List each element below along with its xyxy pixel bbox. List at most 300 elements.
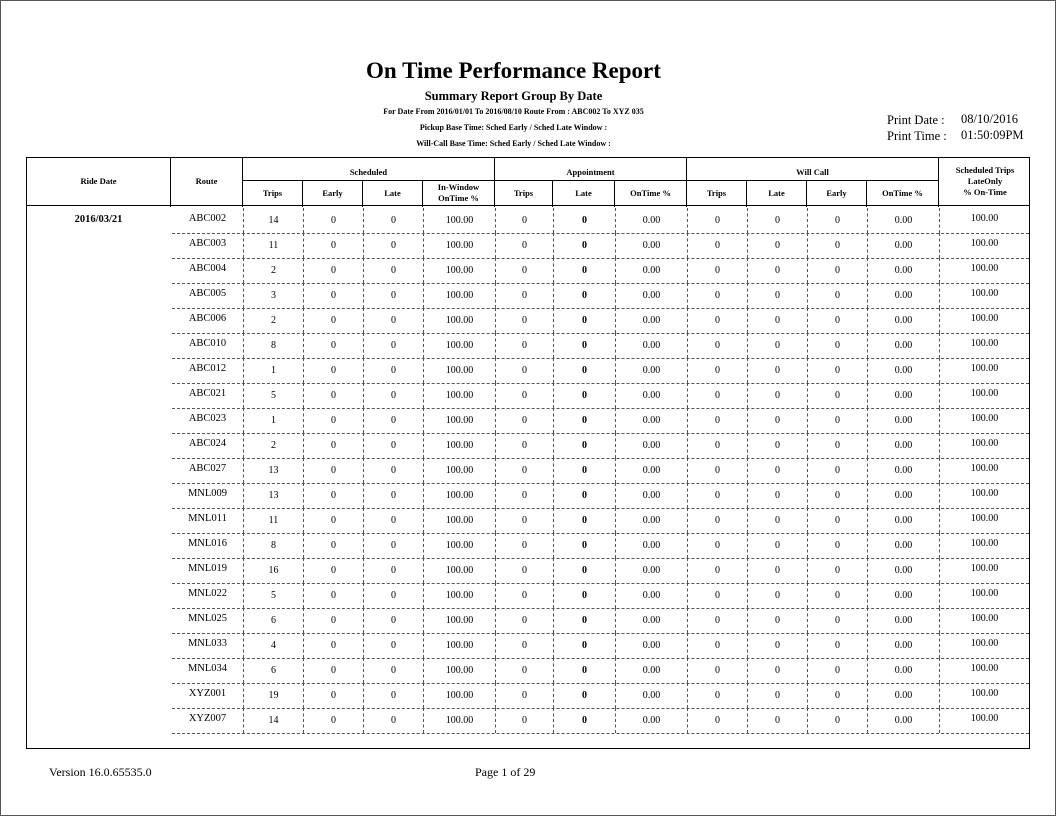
cell-sched-lateonly-pct: 100.00 <box>939 458 1029 483</box>
cell-sched-early: 0 <box>303 208 363 233</box>
cell-route: MNL009 <box>187 488 228 499</box>
cell-sched-trips: 13 <box>243 483 303 508</box>
cell-sched-late: 0 <box>363 258 423 283</box>
cell-sched-late: 0 <box>363 608 423 633</box>
column-header <box>26 157 1030 206</box>
cell-appt-trips: 0 <box>495 508 553 533</box>
cell-wc-early: 0 <box>807 583 867 608</box>
cell-wc-trips: 0 <box>687 633 747 658</box>
cell-sched-late: 0 <box>363 583 423 608</box>
cell-sched-trips: 6 <box>243 658 303 683</box>
col-sched-trips-1: Scheduled Trips <box>955 165 1015 175</box>
cell-wc-early: 0 <box>807 283 867 308</box>
cell-sched-inwindow: 100.00 <box>423 408 495 433</box>
cell-sched-inwindow: 100.00 <box>423 208 495 233</box>
cell-wc-ontime: 0.00 <box>867 583 939 608</box>
cell-wc-early: 0 <box>807 408 867 433</box>
cell-sched-late: 0 <box>363 358 423 383</box>
col-wc-early: Early <box>826 188 847 198</box>
cell-route: MNL011 <box>188 513 227 524</box>
cell-appt-trips: 0 <box>495 608 553 633</box>
cell-wc-late: 0 <box>747 308 807 333</box>
cell-appt-late: 0 <box>553 508 615 533</box>
cell-wc-ontime: 0.00 <box>867 433 939 458</box>
cell-sched-trips: 2 <box>243 308 303 333</box>
print-date-label: Print Date : <box>887 113 945 127</box>
cell-wc-late: 0 <box>747 383 807 408</box>
cell-sched-inwindow: 100.00 <box>423 233 495 258</box>
cell-sched-lateonly-pct: 100.00 <box>939 258 1029 283</box>
cell-sched-late: 0 <box>363 283 423 308</box>
cell-sched-late: 0 <box>363 658 423 683</box>
cell-wc-ontime: 0.00 <box>867 283 939 308</box>
cell-appt-late: 0 <box>553 333 615 358</box>
col-sched-trips-2: LateOnly <box>967 176 1003 186</box>
table-row <box>172 558 1029 584</box>
cell-sched-lateonly-pct: 100.00 <box>939 708 1029 733</box>
cell-appt-trips: 0 <box>495 233 553 258</box>
cell-wc-trips: 0 <box>687 683 747 708</box>
cell-sched-inwindow: 100.00 <box>423 358 495 383</box>
cell-sched-lateonly-pct: 100.00 <box>939 633 1029 658</box>
cell-appt-ontime: 0.00 <box>615 533 687 558</box>
cell-sched-early: 0 <box>303 608 363 633</box>
cell-appt-trips: 0 <box>495 708 553 733</box>
cell-sched-trips: 19 <box>243 683 303 708</box>
cell-wc-trips: 0 <box>687 608 747 633</box>
cell-appt-ontime: 0.00 <box>615 583 687 608</box>
cell-route: MNL033 <box>187 638 228 649</box>
cell-sched-early: 0 <box>303 658 363 683</box>
cell-wc-ontime: 0.00 <box>867 658 939 683</box>
cell-wc-early: 0 <box>807 708 867 733</box>
cell-sched-late: 0 <box>363 558 423 583</box>
cell-wc-trips: 0 <box>687 483 747 508</box>
cell-wc-trips: 0 <box>687 233 747 258</box>
cell-wc-early: 0 <box>807 508 867 533</box>
cell-appt-ontime: 0.00 <box>615 283 687 308</box>
cell-wc-trips: 0 <box>687 458 747 483</box>
cell-wc-late: 0 <box>747 233 807 258</box>
cell-wc-early: 0 <box>807 608 867 633</box>
cell-wc-late: 0 <box>747 483 807 508</box>
cell-wc-trips: 0 <box>687 308 747 333</box>
cell-wc-early: 0 <box>807 658 867 683</box>
print-time-label: Print Time : <box>887 129 947 143</box>
cell-wc-late: 0 <box>747 608 807 633</box>
cell-wc-trips: 0 <box>687 283 747 308</box>
cell-sched-lateonly-pct: 100.00 <box>939 383 1029 408</box>
cell-appt-late: 0 <box>553 208 615 233</box>
cell-sched-trips: 1 <box>243 358 303 383</box>
cell-wc-ontime: 0.00 <box>867 708 939 733</box>
cell-wc-trips: 0 <box>687 408 747 433</box>
col-wc-late: Late <box>768 188 785 198</box>
cell-appt-trips: 0 <box>495 558 553 583</box>
cell-sched-late: 0 <box>363 508 423 533</box>
cell-appt-trips: 0 <box>495 633 553 658</box>
cell-wc-ontime: 0.00 <box>867 383 939 408</box>
cell-wc-trips: 0 <box>687 658 747 683</box>
cell-sched-early: 0 <box>303 283 363 308</box>
cell-route: ABC010 <box>188 338 227 349</box>
cell-sched-inwindow: 100.00 <box>423 458 495 483</box>
cell-appt-ontime: 0.00 <box>615 408 687 433</box>
table-row <box>172 333 1029 359</box>
cell-sched-inwindow: 100.00 <box>423 558 495 583</box>
table-row <box>172 458 1029 484</box>
table-row <box>172 308 1029 334</box>
cell-wc-early: 0 <box>807 683 867 708</box>
cell-wc-ontime: 0.00 <box>867 633 939 658</box>
cell-appt-trips: 0 <box>495 533 553 558</box>
cell-sched-late: 0 <box>363 383 423 408</box>
cell-sched-early: 0 <box>303 708 363 733</box>
col-will-call: Will Call <box>796 167 829 177</box>
cell-sched-trips: 14 <box>243 208 303 233</box>
cell-appt-trips: 0 <box>495 583 553 608</box>
cell-appt-ontime: 0.00 <box>615 708 687 733</box>
cell-sched-trips: 11 <box>243 508 303 533</box>
cell-sched-late: 0 <box>363 233 423 258</box>
cell-route: MNL019 <box>187 563 228 574</box>
cell-wc-late: 0 <box>747 558 807 583</box>
table-row <box>172 483 1029 509</box>
cell-sched-lateonly-pct: 100.00 <box>939 333 1029 358</box>
cell-sched-lateonly-pct: 100.00 <box>939 208 1029 233</box>
page-number: Page 1 of 29 <box>475 765 536 779</box>
cell-sched-trips: 4 <box>243 633 303 658</box>
cell-sched-late: 0 <box>363 308 423 333</box>
cell-appt-trips: 0 <box>495 683 553 708</box>
cell-sched-late: 0 <box>363 533 423 558</box>
cell-appt-ontime: 0.00 <box>615 633 687 658</box>
cell-sched-inwindow: 100.00 <box>423 308 495 333</box>
cell-wc-late: 0 <box>747 658 807 683</box>
cell-appt-late: 0 <box>553 558 615 583</box>
col-sched-late: Late <box>384 188 401 198</box>
cell-wc-early: 0 <box>807 333 867 358</box>
cell-sched-early: 0 <box>303 558 363 583</box>
cell-wc-late: 0 <box>747 458 807 483</box>
cell-sched-early: 0 <box>303 508 363 533</box>
cell-sched-early: 0 <box>303 583 363 608</box>
cell-wc-ontime: 0.00 <box>867 458 939 483</box>
report-subtitle: Summary Report Group By Date <box>424 89 603 103</box>
cell-route: ABC005 <box>188 288 227 299</box>
cell-sched-trips: 1 <box>243 408 303 433</box>
cell-sched-lateonly-pct: 100.00 <box>939 233 1029 258</box>
cell-appt-trips: 0 <box>495 383 553 408</box>
table-row <box>172 508 1029 534</box>
table-row <box>172 383 1029 409</box>
cell-sched-lateonly-pct: 100.00 <box>939 533 1029 558</box>
cell-appt-trips: 0 <box>495 458 553 483</box>
col-appointment: Appointment <box>566 167 615 177</box>
cell-sched-trips: 14 <box>243 708 303 733</box>
cell-appt-ontime: 0.00 <box>615 458 687 483</box>
cell-appt-ontime: 0.00 <box>615 483 687 508</box>
cell-wc-ontime: 0.00 <box>867 308 939 333</box>
cell-wc-trips: 0 <box>687 358 747 383</box>
cell-sched-trips: 8 <box>243 533 303 558</box>
cell-sched-lateonly-pct: 100.00 <box>939 508 1029 533</box>
cell-wc-trips: 0 <box>687 258 747 283</box>
cell-appt-ontime: 0.00 <box>615 358 687 383</box>
cell-route: ABC012 <box>188 363 227 374</box>
table-row <box>172 633 1029 659</box>
cell-wc-trips: 0 <box>687 433 747 458</box>
pickup-base-time: Pickup Base Time: Sched Early / Sched Late Window : <box>419 123 608 132</box>
cell-sched-inwindow: 100.00 <box>423 383 495 408</box>
cell-sched-inwindow: 100.00 <box>423 333 495 358</box>
cell-sched-inwindow: 100.00 <box>423 283 495 308</box>
cell-wc-trips: 0 <box>687 558 747 583</box>
willcall-base-time: Will-Call Base Time: Sched Early / Sched Late Window : <box>416 139 611 148</box>
cell-wc-late: 0 <box>747 683 807 708</box>
table-row <box>172 408 1029 434</box>
table-row <box>172 583 1029 609</box>
cell-route: ABC023 <box>188 413 227 424</box>
cell-wc-late: 0 <box>747 208 807 233</box>
cell-wc-trips: 0 <box>687 583 747 608</box>
cell-route: ABC003 <box>188 238 227 249</box>
table-row <box>172 683 1029 709</box>
cell-wc-ontime: 0.00 <box>867 208 939 233</box>
cell-wc-trips: 0 <box>687 208 747 233</box>
cell-wc-trips: 0 <box>687 708 747 733</box>
cell-wc-late: 0 <box>747 708 807 733</box>
cell-sched-early: 0 <box>303 358 363 383</box>
cell-wc-trips: 0 <box>687 533 747 558</box>
cell-appt-late: 0 <box>553 258 615 283</box>
cell-sched-lateonly-pct: 100.00 <box>939 558 1029 583</box>
cell-route: ABC021 <box>188 388 227 399</box>
cell-appt-late: 0 <box>553 433 615 458</box>
cell-wc-ontime: 0.00 <box>867 508 939 533</box>
table-row <box>172 358 1029 384</box>
cell-appt-ontime: 0.00 <box>615 208 687 233</box>
cell-appt-ontime: 0.00 <box>615 383 687 408</box>
cell-sched-inwindow: 100.00 <box>423 483 495 508</box>
cell-sched-inwindow: 100.00 <box>423 583 495 608</box>
cell-wc-late: 0 <box>747 633 807 658</box>
cell-appt-late: 0 <box>553 533 615 558</box>
cell-wc-early: 0 <box>807 208 867 233</box>
cell-route: MNL034 <box>187 663 228 674</box>
cell-appt-trips: 0 <box>495 258 553 283</box>
cell-wc-early: 0 <box>807 308 867 333</box>
cell-wc-late: 0 <box>747 533 807 558</box>
table-row <box>172 658 1029 684</box>
cell-sched-lateonly-pct: 100.00 <box>939 683 1029 708</box>
cell-wc-late: 0 <box>747 358 807 383</box>
cell-sched-early: 0 <box>303 433 363 458</box>
cell-sched-inwindow: 100.00 <box>423 533 495 558</box>
cell-appt-late: 0 <box>553 358 615 383</box>
cell-sched-early: 0 <box>303 233 363 258</box>
cell-sched-lateonly-pct: 100.00 <box>939 483 1029 508</box>
cell-sched-lateonly-pct: 100.00 <box>939 433 1029 458</box>
cell-wc-trips: 0 <box>687 383 747 408</box>
cell-sched-early: 0 <box>303 483 363 508</box>
cell-sched-lateonly-pct: 100.00 <box>939 408 1029 433</box>
cell-wc-late: 0 <box>747 408 807 433</box>
cell-sched-late: 0 <box>363 483 423 508</box>
cell-route: ABC006 <box>188 313 227 324</box>
col-appt-trips: Trips <box>513 188 534 198</box>
cell-appt-late: 0 <box>553 583 615 608</box>
col-appt-late: Late <box>575 188 592 198</box>
cell-sched-trips: 13 <box>243 458 303 483</box>
cell-sched-trips: 16 <box>243 558 303 583</box>
cell-wc-late: 0 <box>747 258 807 283</box>
col-in-window-2: OnTime % <box>438 193 479 203</box>
cell-appt-ontime: 0.00 <box>615 508 687 533</box>
cell-route: ABC027 <box>188 463 227 474</box>
cell-appt-late: 0 <box>553 608 615 633</box>
cell-wc-ontime: 0.00 <box>867 683 939 708</box>
cell-appt-late: 0 <box>553 483 615 508</box>
cell-wc-late: 0 <box>747 433 807 458</box>
cell-sched-lateonly-pct: 100.00 <box>939 658 1029 683</box>
cell-sched-lateonly-pct: 100.00 <box>939 608 1029 633</box>
cell-sched-late: 0 <box>363 633 423 658</box>
table-row <box>172 208 1029 234</box>
col-scheduled: Scheduled <box>349 167 388 177</box>
cell-sched-lateonly-pct: 100.00 <box>939 308 1029 333</box>
cell-appt-late: 0 <box>553 233 615 258</box>
cell-wc-ontime: 0.00 <box>867 483 939 508</box>
table-row <box>172 433 1029 459</box>
cell-wc-early: 0 <box>807 483 867 508</box>
cell-sched-inwindow: 100.00 <box>423 708 495 733</box>
cell-sched-inwindow: 100.00 <box>423 433 495 458</box>
cell-appt-trips: 0 <box>495 483 553 508</box>
cell-sched-late: 0 <box>363 433 423 458</box>
cell-sched-inwindow: 100.00 <box>423 633 495 658</box>
table-row <box>172 258 1029 284</box>
cell-sched-inwindow: 100.00 <box>423 658 495 683</box>
cell-wc-early: 0 <box>807 558 867 583</box>
cell-route: ABC004 <box>188 263 227 274</box>
cell-wc-ontime: 0.00 <box>867 233 939 258</box>
cell-appt-ontime: 0.00 <box>615 258 687 283</box>
table-row <box>172 233 1029 259</box>
col-in-window-1: In-Window <box>437 182 480 192</box>
cell-wc-early: 0 <box>807 383 867 408</box>
cell-wc-ontime: 0.00 <box>867 533 939 558</box>
cell-appt-late: 0 <box>553 633 615 658</box>
cell-sched-early: 0 <box>303 683 363 708</box>
col-appt-ontime: OnTime % <box>630 188 671 198</box>
cell-appt-ontime: 0.00 <box>615 333 687 358</box>
cell-sched-trips: 8 <box>243 333 303 358</box>
cell-wc-early: 0 <box>807 358 867 383</box>
cell-sched-early: 0 <box>303 333 363 358</box>
cell-wc-early: 0 <box>807 533 867 558</box>
cell-appt-ontime: 0.00 <box>615 683 687 708</box>
cell-sched-inwindow: 100.00 <box>423 258 495 283</box>
cell-wc-ontime: 0.00 <box>867 258 939 283</box>
cell-sched-early: 0 <box>303 533 363 558</box>
cell-wc-early: 0 <box>807 633 867 658</box>
table-row <box>172 533 1029 559</box>
cell-sched-late: 0 <box>363 683 423 708</box>
table-row <box>172 283 1029 309</box>
cell-route: MNL022 <box>187 588 228 599</box>
cell-route: XYZ001 <box>188 688 227 699</box>
cell-wc-trips: 0 <box>687 333 747 358</box>
cell-wc-early: 0 <box>807 458 867 483</box>
col-sched-trips-3: % On-Time <box>963 187 1007 197</box>
cell-sched-trips: 11 <box>243 233 303 258</box>
cell-appt-late: 0 <box>553 283 615 308</box>
cell-wc-late: 0 <box>747 333 807 358</box>
cell-appt-trips: 0 <box>495 283 553 308</box>
cell-appt-late: 0 <box>553 408 615 433</box>
cell-appt-late: 0 <box>553 658 615 683</box>
cell-wc-ontime: 0.00 <box>867 608 939 633</box>
cell-appt-trips: 0 <box>495 333 553 358</box>
cell-sched-lateonly-pct: 100.00 <box>939 583 1029 608</box>
cell-sched-trips: 2 <box>243 433 303 458</box>
cell-sched-early: 0 <box>303 383 363 408</box>
cell-appt-trips: 0 <box>495 308 553 333</box>
cell-appt-trips: 0 <box>495 408 553 433</box>
cell-sched-trips: 3 <box>243 283 303 308</box>
col-sched-trips: Trips <box>262 188 283 198</box>
print-time: 01:50:09PM <box>961 128 1024 142</box>
cell-sched-early: 0 <box>303 408 363 433</box>
report-body <box>26 205 1030 749</box>
cell-sched-inwindow: 100.00 <box>423 683 495 708</box>
cell-route: XYZ007 <box>188 713 227 724</box>
cell-wc-late: 0 <box>747 583 807 608</box>
cell-appt-late: 0 <box>553 458 615 483</box>
cell-wc-early: 0 <box>807 233 867 258</box>
col-route: Route <box>195 176 218 186</box>
cell-route: MNL025 <box>187 613 228 624</box>
cell-sched-early: 0 <box>303 258 363 283</box>
cell-appt-trips: 0 <box>495 433 553 458</box>
cell-route: MNL016 <box>187 538 228 549</box>
cell-appt-ontime: 0.00 <box>615 558 687 583</box>
cell-sched-early: 0 <box>303 633 363 658</box>
cell-wc-ontime: 0.00 <box>867 358 939 383</box>
cell-wc-late: 0 <box>747 508 807 533</box>
cell-appt-late: 0 <box>553 708 615 733</box>
cell-appt-late: 0 <box>553 308 615 333</box>
cell-wc-early: 0 <box>807 433 867 458</box>
cell-appt-trips: 0 <box>495 658 553 683</box>
cell-sched-late: 0 <box>363 458 423 483</box>
col-sched-early: Early <box>322 188 343 198</box>
cell-wc-early: 0 <box>807 258 867 283</box>
cell-sched-trips: 5 <box>243 383 303 408</box>
cell-sched-lateonly-pct: 100.00 <box>939 283 1029 308</box>
cell-appt-ontime: 0.00 <box>615 608 687 633</box>
cell-appt-trips: 0 <box>495 358 553 383</box>
cell-sched-trips: 6 <box>243 608 303 633</box>
cell-appt-ontime: 0.00 <box>615 658 687 683</box>
cell-sched-late: 0 <box>363 333 423 358</box>
cell-appt-late: 0 <box>553 683 615 708</box>
cell-wc-ontime: 0.00 <box>867 333 939 358</box>
cell-appt-trips: 0 <box>495 208 553 233</box>
cell-wc-ontime: 0.00 <box>867 558 939 583</box>
cell-sched-inwindow: 100.00 <box>423 508 495 533</box>
